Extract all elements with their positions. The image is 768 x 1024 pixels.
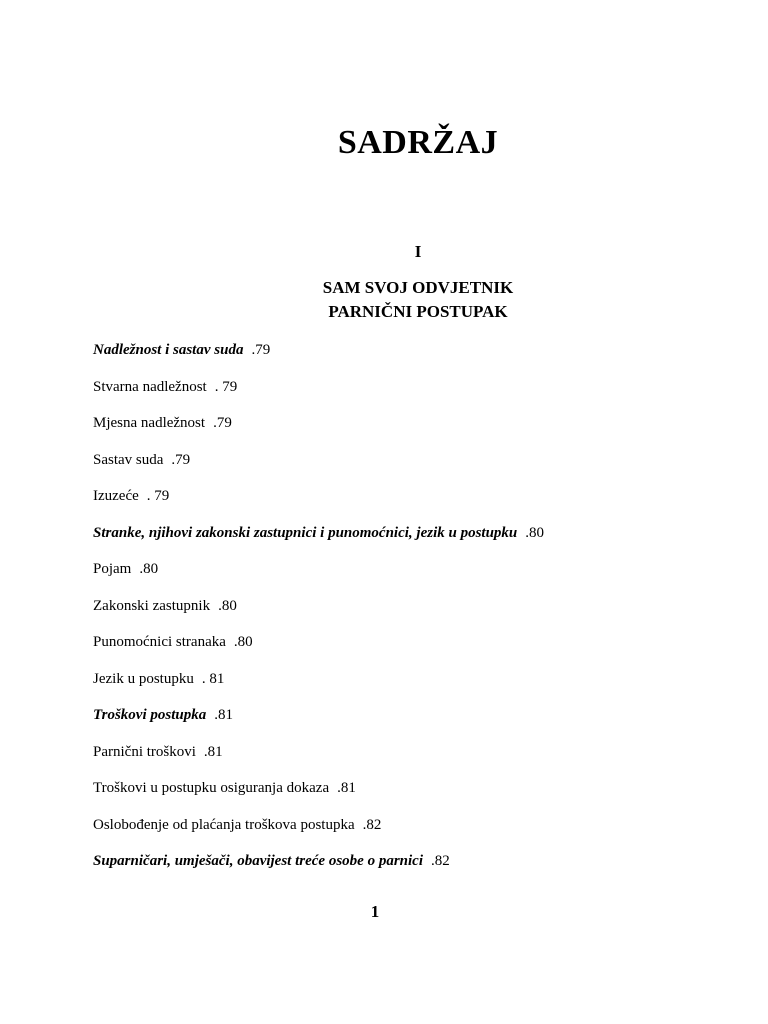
table-of-contents — [93, 340, 733, 888]
toc-page-ref: .80 — [218, 597, 237, 614]
toc-entry[interactable] — [93, 523, 733, 560]
toc-entry[interactable] — [93, 596, 733, 633]
toc-page-ref: . 79 — [214, 378, 238, 395]
toc-entry[interactable] — [93, 851, 733, 888]
toc-item-label: Troškovi u postupku osiguranja dokaza — [93, 780, 330, 796]
toc-entry[interactable] — [93, 815, 733, 852]
toc-entry[interactable] — [93, 705, 733, 742]
toc-page-ref: .79 — [213, 415, 232, 431]
toc-item-label: Parnični troškovi — [93, 743, 196, 760]
part-title-line-1: SAM SVOJ ODVJETNIK — [322, 278, 514, 297]
toc-entry[interactable] — [93, 340, 733, 377]
toc-page-ref: .82 — [362, 816, 382, 833]
toc-item-label: Pojam — [93, 561, 132, 577]
toc-page-ref: .79 — [171, 451, 191, 468]
toc-item-label: Stvarna nadležnost — [93, 378, 207, 395]
part-number: I — [414, 242, 422, 261]
toc-section-label: Stranke, njihovi zakonski zastupnici i punomoćnici, jezik u postupku — [93, 524, 518, 541]
page-number: 1 — [370, 902, 380, 921]
toc-page-ref: .81 — [203, 743, 223, 760]
toc-entry[interactable] — [93, 413, 733, 450]
toc-entry[interactable] — [93, 778, 733, 815]
toc-page-ref: . 79 — [146, 488, 170, 504]
toc-section-label: Troškovi postupka — [93, 707, 207, 723]
toc-page-ref: .79 — [251, 342, 271, 358]
part-title-line-2: PARNIČNI POSTUPAK — [328, 302, 508, 321]
toc-section-label: Nadležnost i sastav suda — [93, 342, 244, 358]
toc-entry[interactable] — [93, 450, 733, 487]
toc-item-label: Izuzeće — [93, 488, 139, 504]
toc-entry[interactable] — [93, 559, 733, 596]
toc-item-label: Mjesna nadležnost — [93, 415, 206, 431]
toc-item-label: Oslobođenje od plaćanja troškova postupka — [93, 816, 355, 833]
toc-section-label: Suparničari, umješači, obavijest treće osobe o parnici — [93, 853, 423, 869]
toc-item-label: Sastav suda — [93, 451, 164, 468]
toc-entry[interactable] — [93, 632, 733, 669]
toc-page-ref: .80 — [233, 634, 253, 650]
toc-entry[interactable] — [93, 377, 733, 414]
toc-item-label: Punomoćnici stranaka — [93, 634, 226, 650]
page-title: SADRŽAJ — [337, 124, 499, 161]
toc-entry[interactable] — [93, 669, 733, 706]
toc-item-label: Zakonski zastupnik — [93, 597, 211, 614]
toc-entry[interactable] — [93, 742, 733, 779]
toc-page-ref: .80 — [139, 561, 159, 577]
toc-page-ref: .81 — [337, 780, 356, 796]
toc-page-ref: .82 — [431, 853, 450, 869]
toc-entry[interactable] — [93, 486, 733, 523]
toc-page-ref: .80 — [525, 524, 545, 541]
toc-page-ref: .81 — [214, 707, 233, 723]
toc-item-label: Jezik u postupku — [93, 670, 194, 687]
toc-page-ref: . 81 — [201, 670, 225, 687]
